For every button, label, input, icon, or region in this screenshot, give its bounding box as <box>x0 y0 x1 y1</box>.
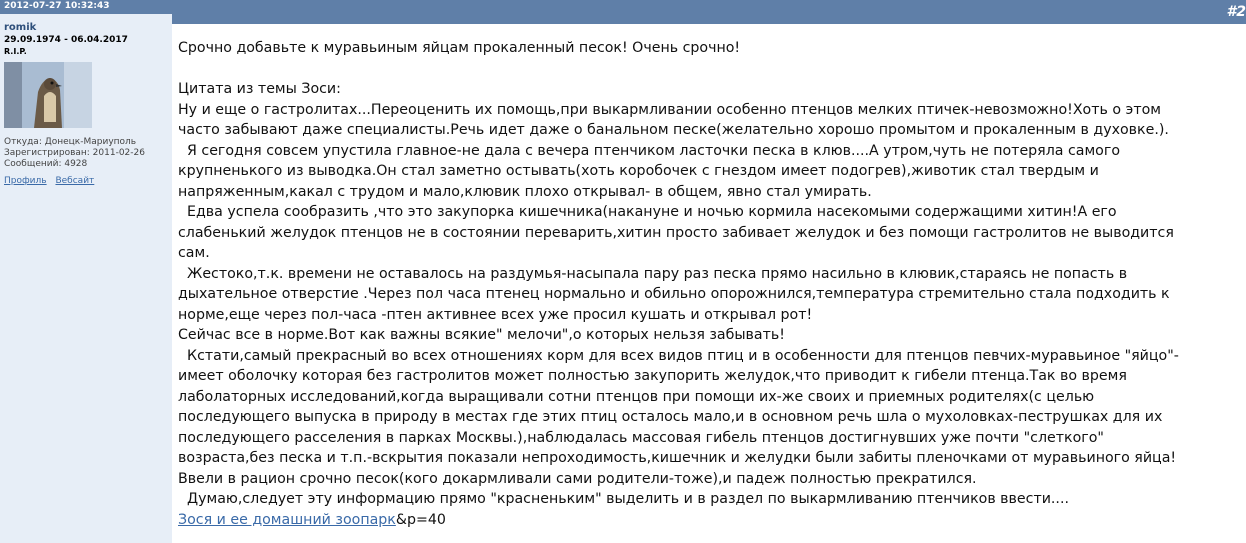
user-sidebar <box>0 14 172 543</box>
post-line: слабенький желудок птенцов не в состоянии переварить,хитин просто забивает желудок и без помощи гастролитов не выводится <box>178 224 1174 241</box>
post-line: Сейчас все в норме.Вот как важны всякие" мелочи",о которых нельзя забывать! <box>178 327 785 343</box>
post-line: Ну и еще о гастролитах...Переоценить их помощь,при выкармливании особенно птенцов мелких птичек-невозможно!Хоть о этом <box>178 101 1161 118</box>
post-blank-line <box>178 59 1240 80</box>
post-line: Цитата из темы Зоси: <box>178 81 341 97</box>
bird-photo-icon <box>4 62 92 128</box>
profile-link[interactable]: Профиль <box>4 176 47 186</box>
avatar <box>4 62 92 128</box>
website-link[interactable]: Вебсайт <box>55 176 95 186</box>
username[interactable]: romik <box>4 22 37 33</box>
user-message-count: Сообщений: 4928 <box>4 159 88 169</box>
post-line: крупненького из выводка.Он стал заметно остывать(хоть коробочек с гнездом имеет подогрев),животик стал твердым и <box>178 163 1099 179</box>
user-rip: R.I.P. <box>4 47 27 56</box>
post-line: лаболаторных исследований,когда выращивали сотни птенцов при помощи их-же своих и приемных родителях(с целью <box>178 388 1095 405</box>
post-line: часто забывают даже специалисты.Речь идет даже о банальном песке(желательно хорошо промытом и прокаленным в духовке.). <box>178 122 1169 138</box>
post-line: Думаю,следует эту информацию прямо "красненьким" выделить и в раздел по выкармливанию птенчиков ввести.... <box>178 491 1069 507</box>
source-link-suffix: &p=40 <box>395 511 446 528</box>
post-line: напряженным,какал с трудом и мало,клювик плохо открывал- в общем, явно стал умирать. <box>178 183 872 200</box>
post-line: последующего расселения в парках Москвы.),наблюдалась массовая гибель птенцов достигнувших уже почти "слеткого" <box>178 429 1104 446</box>
post-line: последующего выпуска в природу в местах где этих птиц осталось мало,и в основном речь шла о мухоловках-пеструшках для их <box>178 409 1163 425</box>
source-topic-link[interactable]: Зося и ее домашний зоопарк <box>178 511 396 528</box>
user-links <box>4 176 100 186</box>
post-line: Ввели в рацион срочно песок(кого докармливали сами родители-тоже),и падеж полностью прекратился. <box>178 470 977 487</box>
post-line: Кстати,самый прекрасный во всех отношениях корм для всех видов птиц и в особенности для птенцов певчих-муравьиное "яйцо"- <box>178 347 1179 364</box>
post-line: норме,еще через пол-часа -птен активнее всех уже просил кушать и открывал рот! <box>178 306 813 323</box>
post-content <box>178 38 1240 530</box>
user-location: Откуда: Донецк-Мариуполь <box>4 137 137 147</box>
source-link-line <box>178 510 1240 531</box>
post-line: Едва успела сообразить ,что это закупорка кишечника(накануне и ночью кормила насекомыми содержащими хитин!А его <box>178 204 1117 220</box>
user-registered: Зарегистрирован: 2011-02-26 <box>4 148 145 158</box>
post-header-bar <box>0 0 1246 24</box>
user-life-dates: 29.09.1974 - 06.04.2017 <box>4 35 128 45</box>
post-line: Жестоко,т.к. времени не оставалось на раздумья-насыпала пару раз песка прямо насильно в клювик,стараясь не попасть в <box>178 265 1128 282</box>
post-line: Срочно добавьте к муравьиным яйцам прокаленный песок! Очень срочно! <box>178 40 741 56</box>
post-line: Я сегодня совсем упустила главное-не дала с вечера птенчиком ласточки песка в клюв....А утром,чуть не потеряла самого <box>178 142 1120 159</box>
post-line: дыхательное отверстие .Через пол часа птенец нормально и обильно опорожнился,температура стремительно стала подходить к <box>178 286 1170 302</box>
post-number[interactable]: #2 <box>1226 4 1246 20</box>
post-date: 2012-07-27 10:32:43 <box>4 1 110 11</box>
post-line: имеет оболочку которая без гастролитов может полностью закупорить желудок,что приводит к гибели птенца.Так во время <box>178 368 1127 384</box>
post-line: возраста,без песка и т.п.-вскрытия показали непроходимость,кишечник и желудки были забиты пленочками от муравьиного яйца! <box>178 450 1177 466</box>
post-date-bar <box>0 0 172 14</box>
post-line: сам. <box>178 245 210 261</box>
